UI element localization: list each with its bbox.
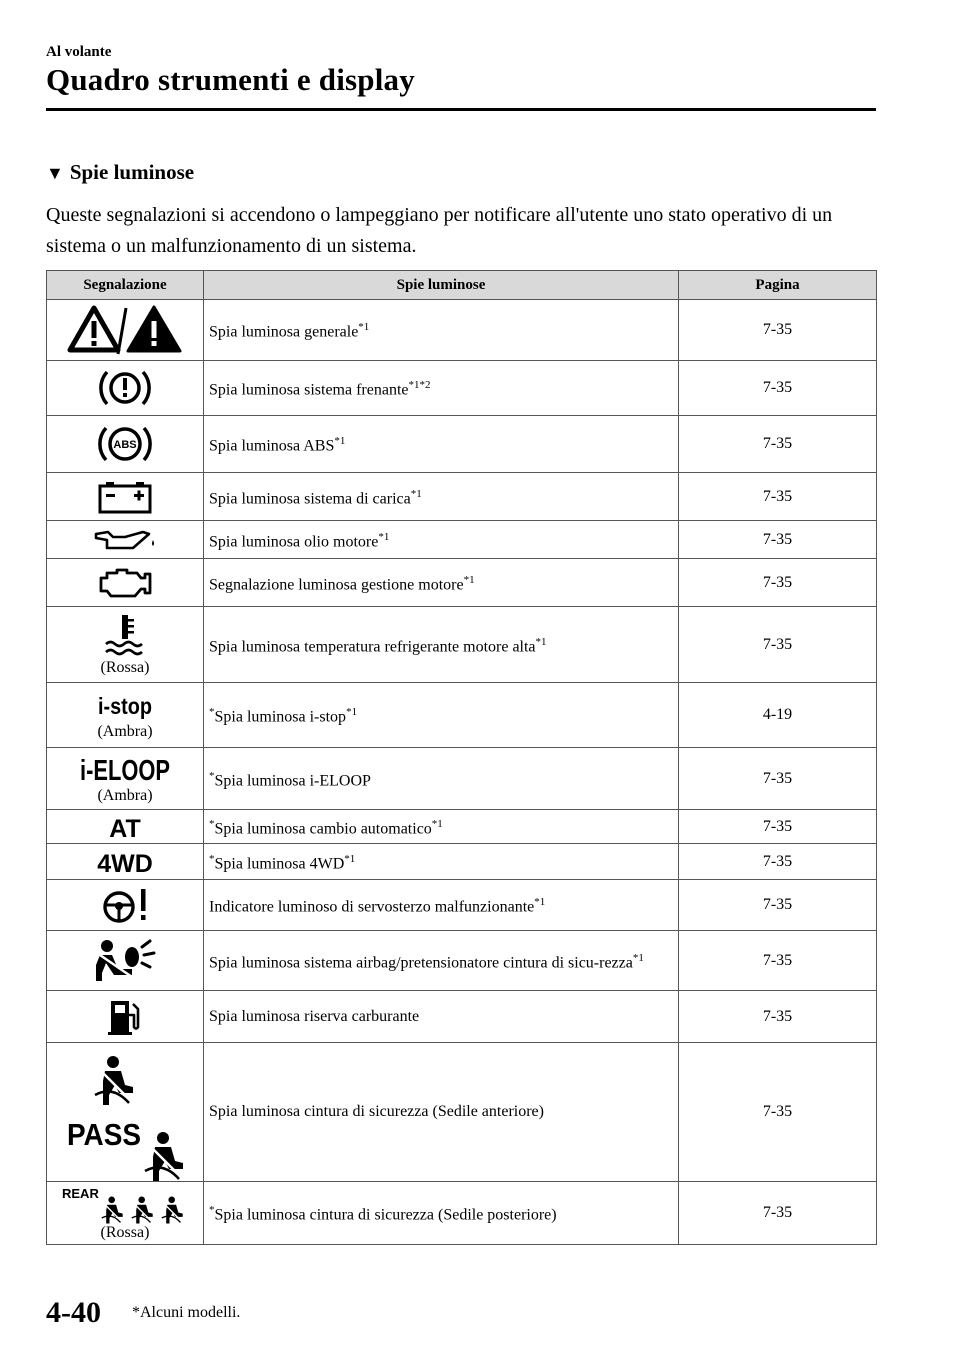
light-name-cell (204, 559, 679, 607)
light-name: Spia luminosa riserva carburante (209, 1007, 420, 1025)
power-steering-icon (47, 885, 203, 925)
light-name: Spia luminosa sistema airbag/pretensionatore cintura di sicu-rezza (209, 954, 633, 972)
signal-cell (47, 559, 204, 607)
footnote-ref: *1 (344, 852, 356, 865)
page-ref-cell: 7-35 (679, 607, 877, 683)
table-row (47, 880, 877, 931)
light-name-cell (204, 810, 679, 844)
abs-icon (47, 422, 203, 466)
page-ref-cell: 7-35 (679, 300, 877, 361)
light-name: Spia luminosa cintura di sicurezza (Sedile anteriore) (209, 1103, 544, 1120)
page-ref-cell: 7-35 (679, 416, 877, 473)
table-row (47, 473, 877, 521)
column-header: Pagina (679, 271, 877, 300)
table-row (47, 991, 877, 1043)
light-name-cell (204, 361, 679, 416)
light-name: Spia luminosa i-ELOOP (214, 772, 371, 790)
i-stop-icon (47, 689, 203, 721)
battery-charge-icon (47, 480, 203, 514)
engine-oil-icon (47, 528, 203, 552)
light-name-cell (204, 473, 679, 521)
light-name: Spia luminosa i-stop (214, 708, 347, 726)
color-note: (Rossa) (100, 658, 150, 676)
svg-text:i-stop: i-stop (98, 693, 152, 719)
color-note: (Rossa) (100, 1224, 150, 1241)
signal-cell (47, 880, 204, 931)
table-row (47, 416, 877, 473)
i-eloop-icon (47, 753, 203, 785)
signal-cell (47, 1182, 204, 1245)
signal-cell (47, 810, 204, 844)
table-row (47, 1043, 877, 1182)
signal-cell (47, 1043, 204, 1182)
page-ref-cell: 7-35 (679, 810, 877, 844)
table-row (47, 683, 877, 748)
svg-text:ABS: ABS (113, 439, 137, 451)
column-header: Spie luminose (204, 271, 679, 300)
intro-paragraph: Queste segnalazioni si accendono o lampeggiano per notificare all'utente uno stato operativo di un sistema o un malfunzionamento di un sistema. (46, 204, 833, 257)
light-name-cell (204, 521, 679, 559)
table-header-row (47, 271, 877, 300)
light-name-cell (204, 683, 679, 748)
signal-cell (47, 473, 204, 521)
table-row (47, 361, 877, 416)
signal-cell (47, 300, 204, 361)
header-rule (46, 108, 876, 111)
at-icon (47, 814, 203, 843)
table-row (47, 607, 877, 683)
light-name-cell (204, 931, 679, 991)
check-engine-icon (47, 565, 203, 601)
color-note: (Ambra) (97, 786, 153, 804)
page-title: Quadro strumenti e display (46, 62, 415, 97)
optional-marker: * (209, 769, 215, 782)
svg-text:AT: AT (109, 814, 141, 843)
svg-text:i-ELOOP: i-ELOOP (80, 754, 170, 787)
light-name-cell (204, 991, 679, 1043)
page-ref-cell: 4-19 (679, 683, 877, 748)
page-ref-cell: 7-35 (679, 1182, 877, 1245)
page-ref-cell: 7-35 (679, 991, 877, 1043)
table-row (47, 1182, 877, 1245)
footnote-ref: *1 (463, 573, 475, 586)
light-name-cell (204, 880, 679, 931)
light-name-cell (204, 300, 679, 361)
footnote-ref: *1 (378, 530, 390, 543)
master-warning-icon (47, 304, 203, 356)
light-name: Spia luminosa sistema di carica (209, 490, 411, 508)
light-name: Spia luminosa sistema frenante (209, 381, 409, 399)
signal-cell (47, 748, 204, 810)
table-row (47, 748, 877, 810)
fuel-pump-icon (47, 997, 203, 1037)
page-ref-cell: 7-35 (679, 473, 877, 521)
seat-belt-front-icon (47, 1047, 203, 1177)
footnote-ref: *1 (535, 635, 547, 648)
footnote-ref: *1 (334, 435, 346, 448)
svg-text:4WD: 4WD (97, 849, 153, 878)
light-name: Indicatore luminoso di servosterzo malfunzionante (209, 898, 535, 916)
light-name: Spia luminosa ABS (209, 437, 335, 455)
footnote-ref: *1 (534, 896, 546, 909)
table-row (47, 300, 877, 361)
light-name-cell (204, 607, 679, 683)
signal-cell (47, 683, 204, 748)
color-note: (Ambra) (97, 723, 153, 740)
page-ref-cell: 7-35 (679, 559, 877, 607)
footnote-ref: *1 (410, 487, 422, 500)
signal-cell (47, 931, 204, 991)
signal-cell (47, 991, 204, 1043)
page-ref-cell: 7-35 (679, 1043, 877, 1182)
table-row (47, 844, 877, 880)
4wd-icon (47, 848, 203, 876)
footnote-ref: *1 (358, 321, 370, 334)
light-name: Spia luminosa temperatura refrigerante motore alta (209, 638, 536, 656)
light-name-cell (204, 416, 679, 473)
table-row (47, 559, 877, 607)
footnote-ref: *1 (431, 817, 443, 830)
footnote-ref: *1 (346, 706, 358, 719)
light-name-cell (204, 748, 679, 810)
table-row (47, 521, 877, 559)
signal-cell (47, 607, 204, 683)
page-ref-cell: 7-35 (679, 931, 877, 991)
footnote-ref: *1*2 (408, 379, 431, 392)
coolant-temperature-icon (47, 613, 203, 657)
signal-cell (47, 844, 204, 880)
light-name: Spia luminosa generale (209, 323, 359, 341)
section-title (46, 160, 194, 185)
table-row (47, 931, 877, 991)
light-name: Spia luminosa 4WD (214, 855, 345, 873)
light-name: Segnalazione luminosa gestione motore (209, 576, 464, 594)
optional-marker: * (209, 706, 215, 719)
column-header: Segnalazione (47, 271, 204, 300)
optional-marker: * (209, 1204, 215, 1217)
svg-text:PASS: PASS (67, 1117, 141, 1152)
page-ref-cell: 7-35 (679, 361, 877, 416)
warning-lights-table (46, 270, 877, 1245)
seat-belt-rear-icon (47, 1184, 203, 1222)
footnote-ref: *1 (632, 951, 644, 964)
light-name-cell (204, 1182, 679, 1245)
light-name-cell (204, 1043, 679, 1182)
signal-cell (47, 416, 204, 473)
page-number: 4-40 (46, 1296, 101, 1329)
light-name: Spia luminosa cambio automatico (214, 820, 432, 838)
light-name: Spia luminosa olio motore (209, 533, 379, 551)
light-name-cell (204, 844, 679, 880)
airbag-icon (47, 937, 203, 985)
table-row (47, 810, 877, 844)
page-ref-cell: 7-35 (679, 880, 877, 931)
optional-marker: * (209, 817, 215, 830)
signal-cell (47, 361, 204, 416)
triangle-down-icon: ▼ (46, 163, 64, 183)
page-ref-cell: 7-35 (679, 521, 877, 559)
page-ref-cell: 7-35 (679, 748, 877, 810)
signal-cell (47, 521, 204, 559)
optional-marker: * (209, 852, 215, 865)
light-name: Spia luminosa cintura di sicurezza (Sedile posteriore) (214, 1206, 557, 1224)
page-ref-cell: 7-35 (679, 844, 877, 880)
header-section: Al volante (46, 44, 112, 60)
footnote: *Alcuni modelli. (132, 1304, 241, 1321)
svg-text:REAR: REAR (62, 1186, 99, 1201)
section-title-text: Spie luminose (69, 160, 195, 184)
brake-system-icon (47, 366, 203, 410)
